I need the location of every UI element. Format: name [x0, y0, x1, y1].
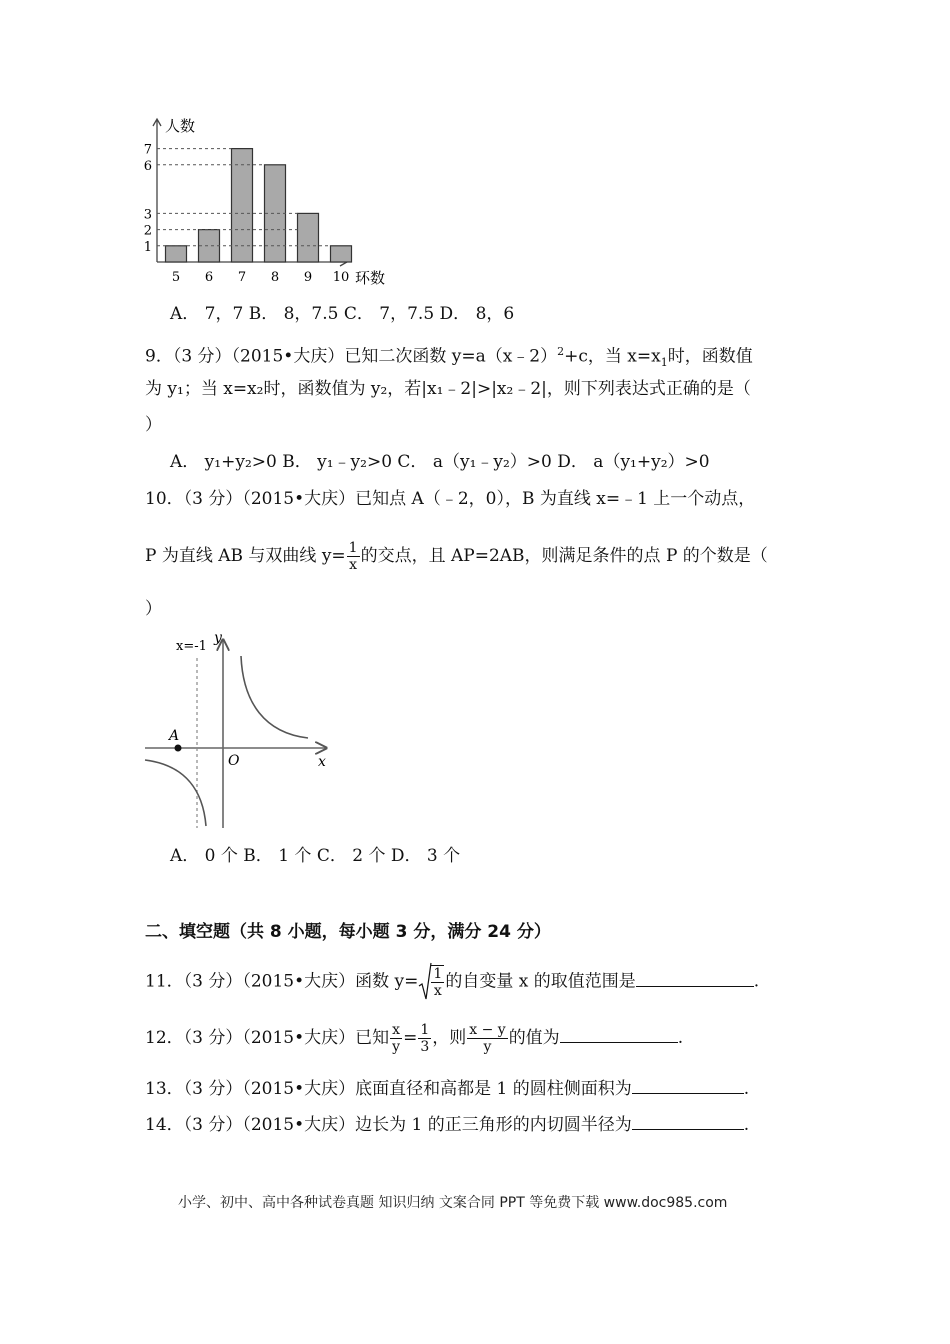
- q9-line2: 为 y₁；当 x=x₂时，函数值为 y₂，若|x₁﹣2|>|x₂﹣2|，则下列表达式正确的是（: [145, 379, 751, 399]
- q11-suffix: 的自变量 x 的取值范围是: [445, 971, 636, 992]
- q9-line1-b: +c，当 x=x: [564, 346, 661, 367]
- histogram-y-axis-label: 人数: [165, 117, 196, 135]
- q9-line1-c: 时，函数值: [667, 346, 753, 367]
- histogram-x-tick-6: 6: [204, 270, 214, 285]
- q12-answer-blank[interactable]: [560, 1026, 678, 1043]
- histogram-x-tick-7: 7: [237, 270, 247, 285]
- point-a-marker: [175, 745, 182, 752]
- histogram-bar-10: [331, 246, 352, 262]
- histogram-chart: [135, 112, 395, 292]
- q9-line3: ）: [145, 415, 162, 435]
- q14: [145, 1113, 749, 1136]
- histogram-y-tick-6: 6: [143, 158, 152, 174]
- q12-eq: =: [403, 1028, 418, 1048]
- hyperbola-branch-upper: [241, 656, 308, 738]
- q10-line3: ）: [145, 599, 162, 619]
- graph-line-label: x=-1: [176, 639, 207, 654]
- q11: [145, 962, 759, 1002]
- page-footer: 小学、初中、高中各种试卷真题 知识归纳 文案合同 PPT 等免费下载 www.doc985.com: [178, 1195, 728, 1211]
- histogram-x-tick-labels: [172, 270, 349, 285]
- histogram-y-tick-3: 3: [143, 207, 152, 223]
- q12-frac3-num: x − y: [469, 1022, 506, 1038]
- histogram-x-tick-8: 8: [270, 270, 280, 285]
- q10-frac-den: x: [349, 557, 358, 573]
- q13-end: .: [743, 1079, 750, 1099]
- histogram-y-tick-7: 7: [143, 142, 152, 158]
- histogram-bar-9: [298, 213, 319, 262]
- q9-options: A． y₁+y₂>0 B． y₁﹣y₂>0 C． a（y₁﹣y₂）>0 D． a（y₁+y₂）>0: [170, 452, 710, 472]
- q14-answer-blank[interactable]: [632, 1113, 744, 1130]
- sqrt-icon: [418, 962, 432, 1002]
- q9-line1-sup: 2: [557, 345, 565, 358]
- q13-answer-blank[interactable]: [632, 1077, 744, 1094]
- histogram-bar-7: [232, 149, 253, 262]
- q9-line1-a: 9．（3 分）（2015•大庆）已知二次函数 y=a（x﹣2）: [145, 346, 558, 367]
- q11-frac-num: 1: [433, 966, 443, 982]
- graph-y-label: y: [214, 630, 222, 646]
- q12-frac2-den: 3: [420, 1039, 430, 1055]
- q12-frac3-den: y: [483, 1039, 492, 1055]
- q11-answer-blank[interactable]: [636, 970, 754, 987]
- histogram-x-tick-9: 9: [303, 270, 313, 285]
- q11-frac-den: x: [433, 983, 442, 999]
- q12-frac2-num: 1: [420, 1022, 430, 1038]
- q12-suffix: 的值为: [508, 1028, 560, 1048]
- q10-options: A． 0 个 B． 1 个 C． 2 个 D． 3 个: [170, 846, 461, 866]
- graph-x-label: x: [318, 754, 326, 770]
- histogram-x-tick-5: 5: [171, 270, 181, 285]
- q10-fraction: [347, 540, 360, 573]
- q14-text: 14．（3 分）（2015•大庆）边长为 1 的正三角形的内切圆半径为: [145, 1115, 632, 1135]
- q12-frac1: [390, 1022, 402, 1055]
- section2-title: 二、填空题（共 8 小题，每小题 3 分，满分 24 分）: [145, 922, 551, 942]
- histogram-y-tick-1: 1: [143, 239, 152, 255]
- q12-end: .: [677, 1028, 684, 1048]
- q10-line2-a: P 为直线 AB 与双曲线 y=: [145, 546, 346, 566]
- q9-line1-sub: 1: [660, 356, 668, 370]
- q13-text: 13．（3 分）（2015•大庆）底面直径和高都是 1 的圆柱侧面积为: [145, 1079, 632, 1099]
- q12-mid: ，则: [432, 1028, 467, 1048]
- q12: [145, 1022, 683, 1055]
- histogram-bar-5: [166, 246, 187, 262]
- q14-end: .: [743, 1115, 750, 1135]
- histogram-x-tick-10: 10: [332, 270, 350, 285]
- q10-line2-b: 的交点，且 AP=2AB，则满足条件的点 P 的个数是（: [360, 546, 768, 566]
- graph-point-a-label: A: [169, 728, 180, 744]
- q9-line1: [145, 341, 753, 374]
- q11-end: .: [753, 971, 760, 992]
- q12-prefix: 12．（3 分）（2015•大庆）已知: [145, 1028, 390, 1048]
- q8-options: A． 7，7 B． 8，7.5 C． 7，7.5 D． 8，6: [170, 304, 515, 324]
- histogram-bars: [166, 149, 352, 262]
- q10-line2: [145, 540, 768, 573]
- q10-frac-num: 1: [348, 540, 358, 556]
- q12-frac1-num: x: [390, 1022, 402, 1039]
- histogram-y-tick-2: 2: [143, 223, 152, 239]
- graph-origin-label: O: [228, 753, 240, 769]
- q12-frac3: [467, 1022, 507, 1055]
- q11-prefix: 11．（3 分）（2015•大庆）函数 y=: [145, 971, 419, 992]
- histogram-x-axis-label: 环数: [355, 269, 386, 287]
- q12-frac1-den: y: [392, 1039, 401, 1055]
- histogram-y-tick-labels: [144, 143, 152, 255]
- q12-frac2: [418, 1022, 431, 1055]
- q13: [145, 1077, 749, 1100]
- q10-graph: [140, 628, 340, 833]
- q10-line1: 10．（3 分）（2015•大庆）已知点 A（﹣2，0），B 为直线 x=﹣1 上一个动点，: [145, 489, 756, 509]
- q11-sqrt: [418, 962, 445, 1002]
